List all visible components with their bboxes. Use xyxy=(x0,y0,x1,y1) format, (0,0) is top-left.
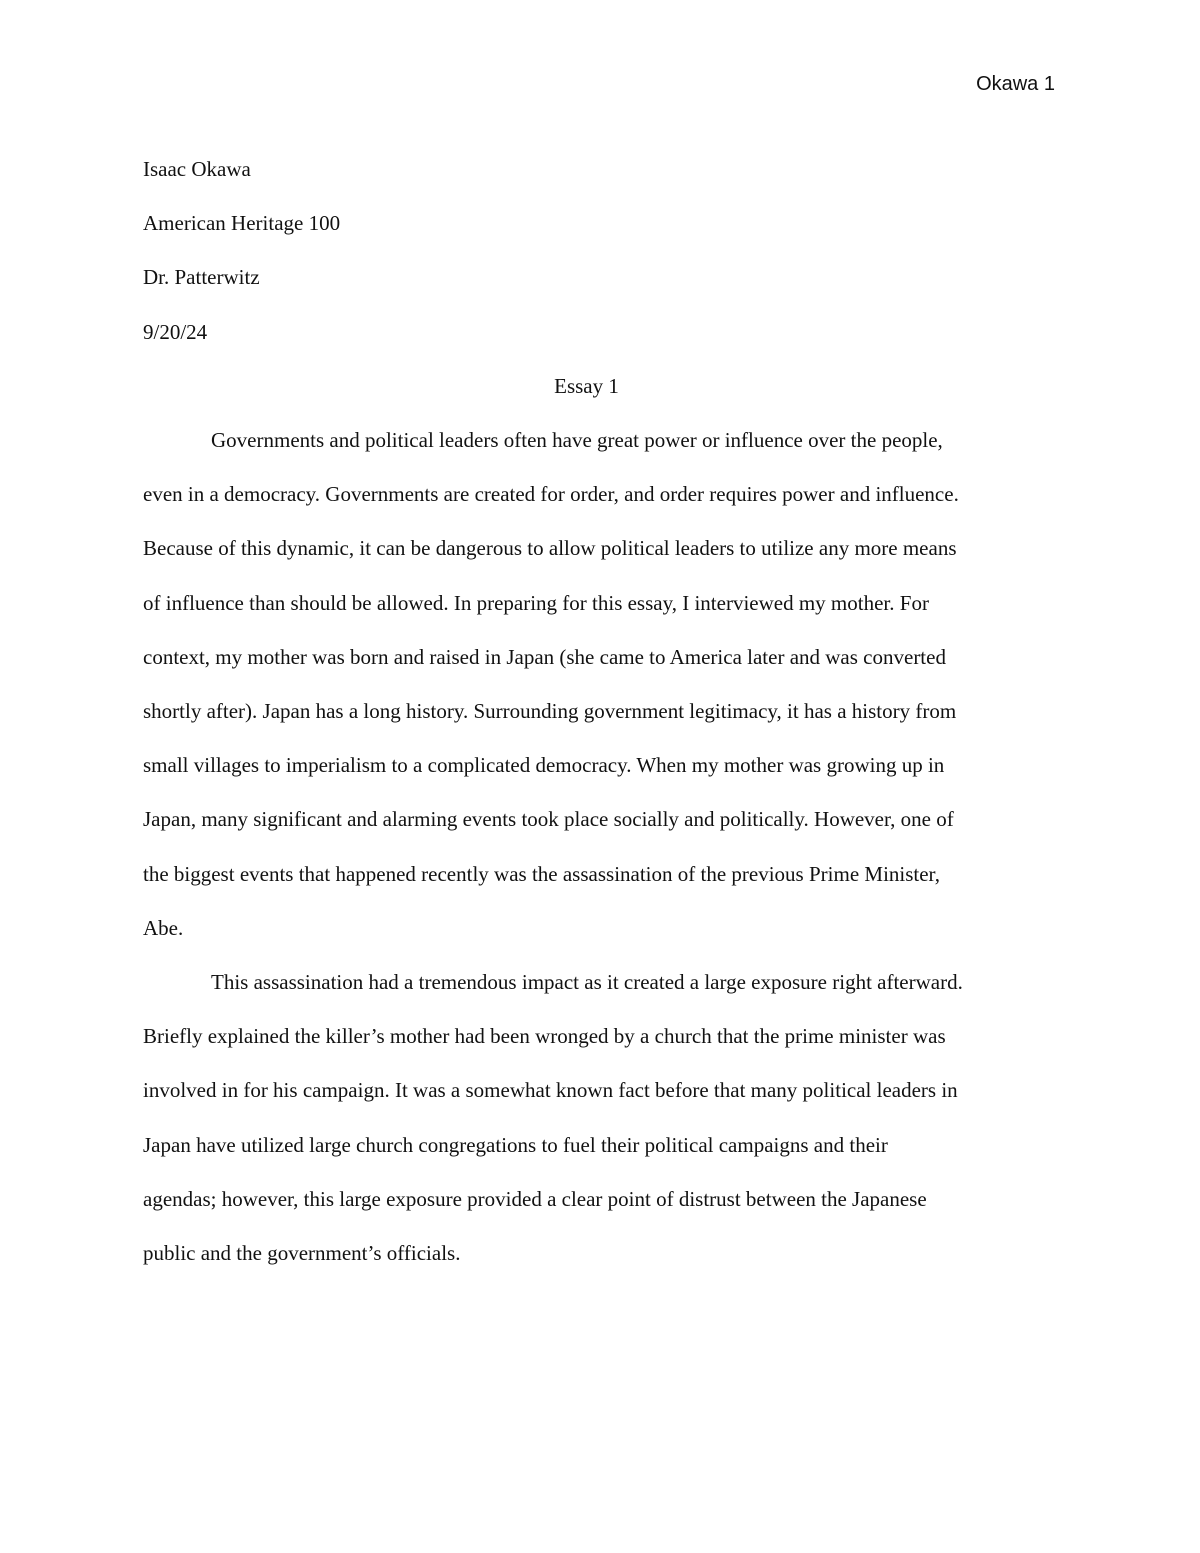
paragraph-line: Japan, many significant and alarming events took place socially and politically. However, one of xyxy=(143,807,954,832)
paragraph-line: the biggest events that happened recently was the assassination of the previous Prime Minister, xyxy=(143,861,940,886)
paragraph-2 xyxy=(143,955,1059,1280)
paragraph-line: public and the government’s officials. xyxy=(143,1241,461,1266)
paragraph-line: Briefly explained the killer’s mother had been wronged by a church that the prime minister was xyxy=(143,1024,946,1049)
paragraph-line: Abe. xyxy=(143,915,184,940)
instructor-name: Dr. Patterwitz xyxy=(143,265,260,290)
essay-title: Essay 1 xyxy=(554,373,619,398)
course-name: American Heritage 100 xyxy=(143,211,341,236)
paragraph-line: Japan have utilized large church congregations to fuel their political campaigns and their xyxy=(143,1132,888,1157)
paragraph-line: small villages to imperialism to a complicated democracy. When my mother was growing up in xyxy=(143,753,945,778)
running-head: Okawa 1 xyxy=(976,73,1055,95)
paragraph-line: This assassination had a tremendous impact as it created a large exposure right afterward. xyxy=(211,970,963,995)
paragraph-line: even in a democracy. Governments are created for order, and order requires power and influence. xyxy=(143,482,959,507)
essay-body xyxy=(143,142,1059,1280)
paragraph-line: context, my mother was born and raised in Japan (she came to America later and was converted xyxy=(143,644,946,669)
paragraph-line: of influence than should be allowed. In preparing for this essay, I interviewed my mother. For xyxy=(143,590,929,615)
essay-date: 9/20/24 xyxy=(143,319,208,344)
paragraph-line: agendas; however, this large exposure provided a clear point of distrust between the Japanese xyxy=(143,1186,927,1211)
paragraph-line: Because of this dynamic, it can be dangerous to allow political leaders to utilize any more means xyxy=(143,536,957,561)
paragraph-line: shortly after). Japan has a long history. Surrounding government legitimacy, it has a history from xyxy=(143,699,957,724)
author-name: Isaac Okawa xyxy=(143,157,251,181)
paragraph-line: involved in for his campaign. It was a somewhat known fact before that many political leaders in xyxy=(143,1078,958,1103)
paragraph-1 xyxy=(143,413,1059,955)
paragraph-line: Governments and political leaders often have great power or influence over the people, xyxy=(211,428,943,453)
